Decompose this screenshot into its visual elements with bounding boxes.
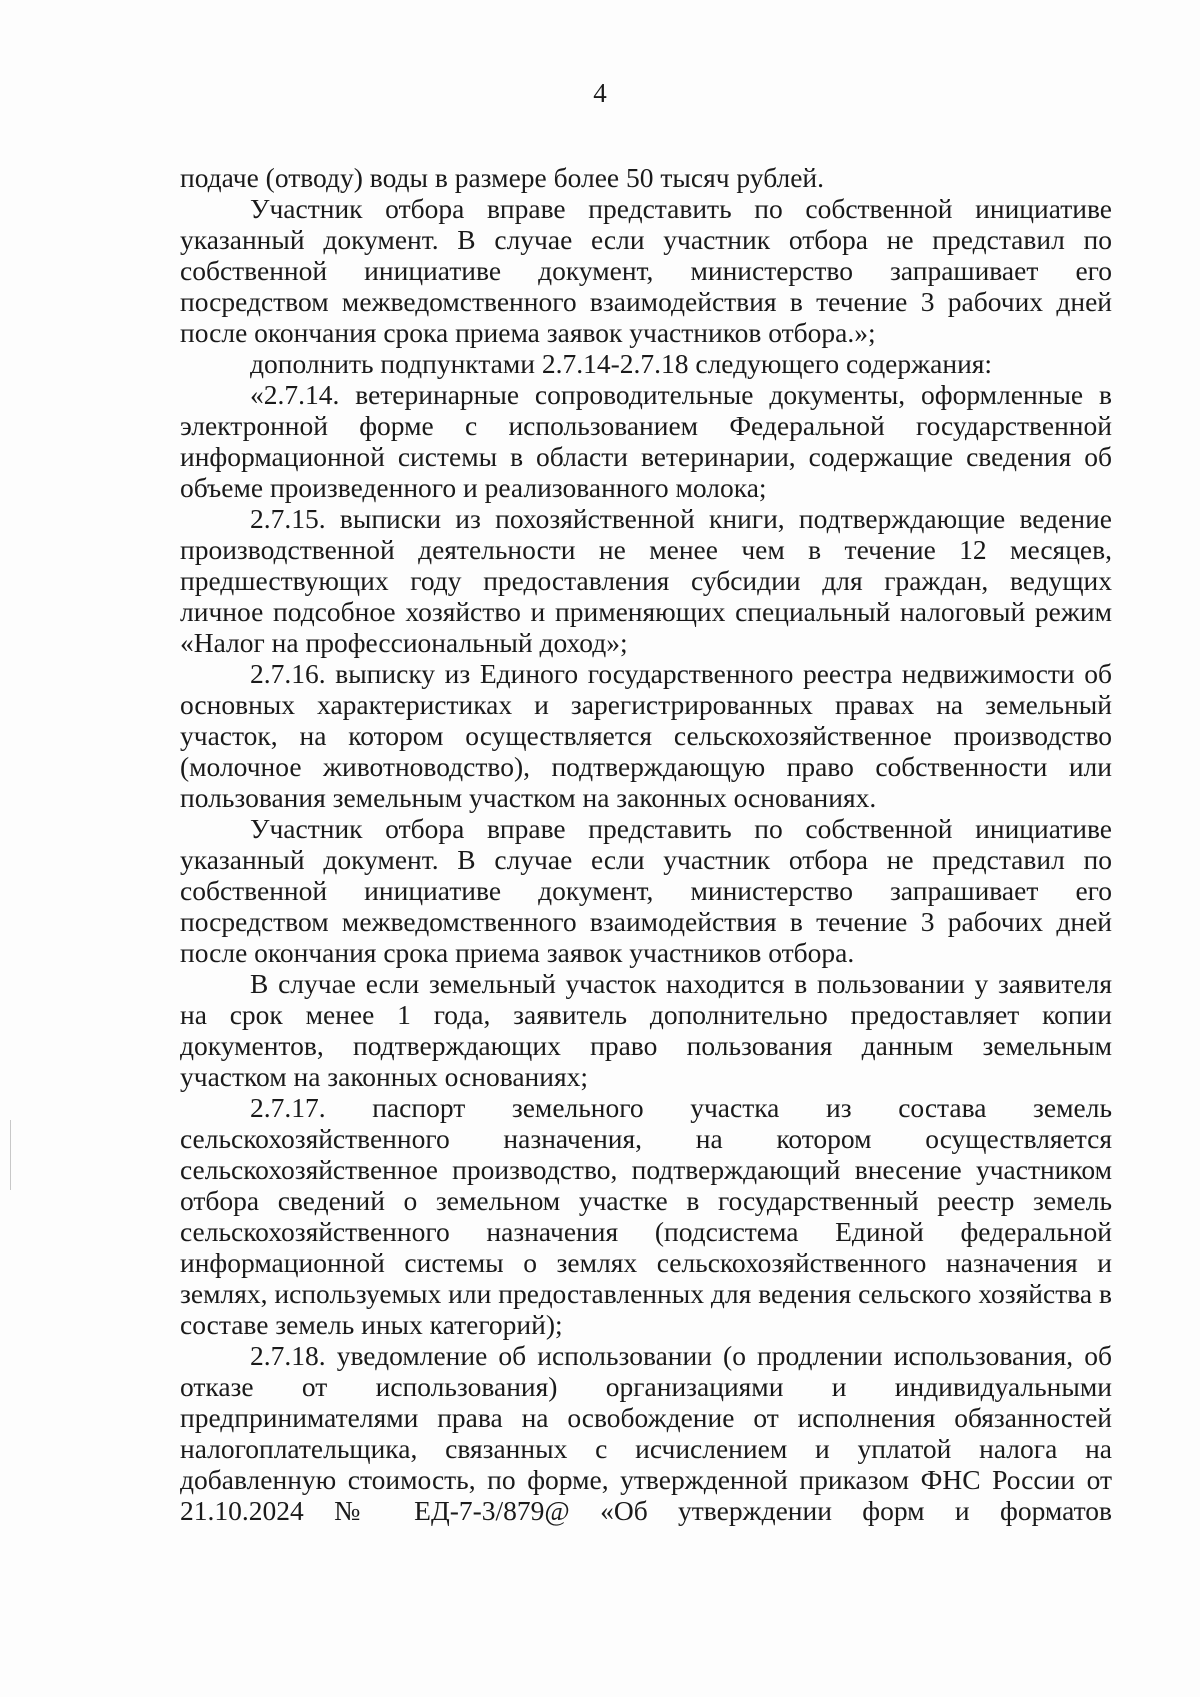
paragraph-7: Участник отбора вправе представить по собственной инициативе указанный документ. В случае если участник отбора не представил по собственной инициативе документ, министерство запрашивает его посредством межведомственного взаимодействия в течение 3 рабочих дней после окончания срока приема заявок участников отбора. <box>180 813 1112 968</box>
paragraph-3: дополнить подпунктами 2.7.14-2.7.18 следующего содержания: <box>250 348 993 379</box>
paragraph-2: Участник отбора вправе представить по собственной инициативе указанный документ. В случае если участник отбора не представил по собственной инициативе документ, министерство запрашивает его посредством межведомственного взаимодействия в течение 3 рабочих дней после окончания срока приема заявок участников отбора.»; <box>180 193 1112 348</box>
paragraph-8: В случае если земельный участок находится в пользовании у заявителя на срок менее 1 года, заявитель дополнительно предоставляет копии документов, подтверждающих право пользования данным земельным участком на законных основаниях; <box>180 968 1112 1092</box>
paragraph-10: 2.7.18. уведомление об использовании (о продлении использования, об отказе от использования) организациями и индивидуальными предпринимателями права на освобождение от исполнения обязанностей налогоплательщика, связанных с исчислением и уплатой налога на добавленную стоимость, по форме, утвержденной приказом ФНС России от 21.10.2024 № ЕД-7-3/879@ «Об утверждении форм и форматов <box>180 1340 1112 1526</box>
paragraph-6: 2.7.16. выписку из Единого государственного реестра недвижимости об основных характеристиках и зарегистрированных правах на земельный участок, на котором осуществляется сельскохозяйственное производство (молочное животноводство), подтверждающую право собственности или пользования земельным участком на законных основаниях. <box>180 658 1112 813</box>
paragraph-1: подаче (отводу) воды в размере более 50 тысяч рублей. <box>180 162 825 193</box>
page-number: 4 <box>593 78 607 108</box>
paragraph-9: 2.7.17. паспорт земельного участка из состава земель сельскохозяйственного назначения, на котором осуществляется сельскохозяйственное производство, подтверждающий внесение участником отбора сведений о земельном участке в государственный реестр земель сельскохозяйственного назначения (подсистема Единой федеральной информационной системы о землях сельскохозяйственного назначения и землях, используемых или предоставленных для ведения сельского хозяйства в составе земель иных категорий); <box>180 1092 1112 1340</box>
document-body <box>180 162 1112 1526</box>
paragraph-4: «2.7.14. ветеринарные сопроводительные документы, оформленные в электронной форме с использованием Федеральной государственной информационной системы в области ветеринарии, содержащие сведения об объеме произведенного и реализованного молока; <box>180 379 1112 503</box>
paragraph-5: 2.7.15. выписки из похозяйственной книги, подтверждающие ведение производственной деятельности не менее чем в течение 12 месяцев, предшествующих году предоставления субсидии для граждан, ведущих личное подсобное хозяйство и применяющих специальный налоговый режим «Налог на профессиональный доход»; <box>180 503 1112 658</box>
scan-margin-mark <box>10 1120 11 1190</box>
